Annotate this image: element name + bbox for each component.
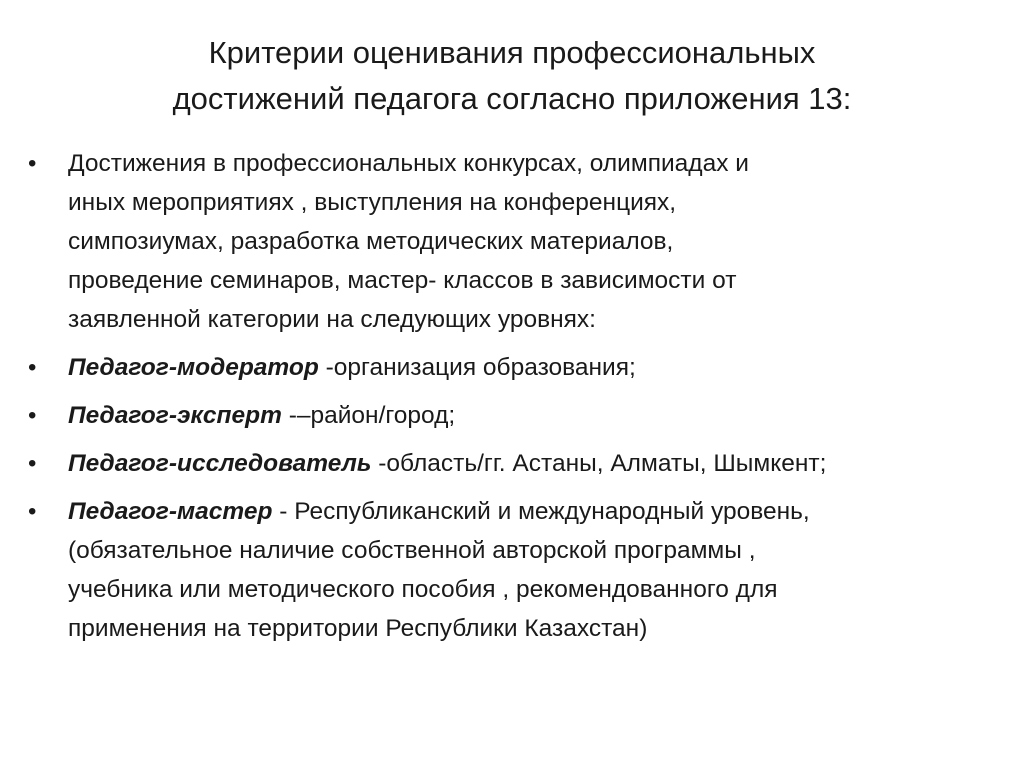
- text-line: учебника или методического пособия , рекомендованного для: [68, 576, 778, 603]
- text-line: Достижения в профессиональных конкурсах, олимпиадах и: [68, 150, 749, 177]
- text-line: [68, 348, 1003, 387]
- bullet-icon: •: [28, 354, 37, 381]
- list-item-moderator: [28, 348, 1003, 387]
- role-level: - Республиканский и международный уровень,: [272, 498, 810, 525]
- role-level: -область/гг. Астаны, Алматы, Шымкент;: [371, 450, 827, 477]
- role-label: Педагог-исследователь: [68, 450, 372, 477]
- slide-title: [0, 30, 1024, 122]
- role-level: -–район/город;: [281, 402, 456, 429]
- text-line: иных мероприятиях , выступления на конференциях,: [68, 189, 677, 216]
- bullet-list: [28, 144, 1003, 657]
- text-line: проведение семинаров, мастер- классов в зависимости от: [68, 267, 737, 294]
- bullet-icon: •: [28, 498, 37, 525]
- text-line: симпозиумах, разработка методических материалов,: [68, 228, 674, 255]
- list-item-master: [28, 492, 1003, 648]
- list-item-researcher: [28, 444, 1003, 483]
- role-level: -организация образования;: [318, 354, 636, 381]
- role-label: Педагог-модератор: [68, 354, 319, 381]
- text-line: (обязательное наличие собственной авторской программы ,: [68, 537, 756, 564]
- text-line: [68, 396, 1003, 435]
- role-label: Педагог-эксперт: [68, 402, 282, 429]
- list-item-expert: [28, 396, 1003, 435]
- text-line: [68, 444, 1003, 483]
- list-item-achievements: [28, 144, 1003, 339]
- role-label: Педагог-мастер: [68, 498, 273, 525]
- text-line: заявленной категории на следующих уровнях:: [68, 306, 596, 333]
- bullet-icon: •: [28, 150, 37, 177]
- bullet-icon: •: [28, 450, 37, 477]
- title-line: Критерии оценивания профессиональных: [208, 35, 816, 70]
- title-line: достижений педагога согласно приложения 13:: [172, 81, 852, 116]
- bullet-icon: •: [28, 402, 37, 429]
- text-line: [68, 492, 1003, 531]
- text-line: применения на территории Республики Казахстан): [68, 615, 648, 642]
